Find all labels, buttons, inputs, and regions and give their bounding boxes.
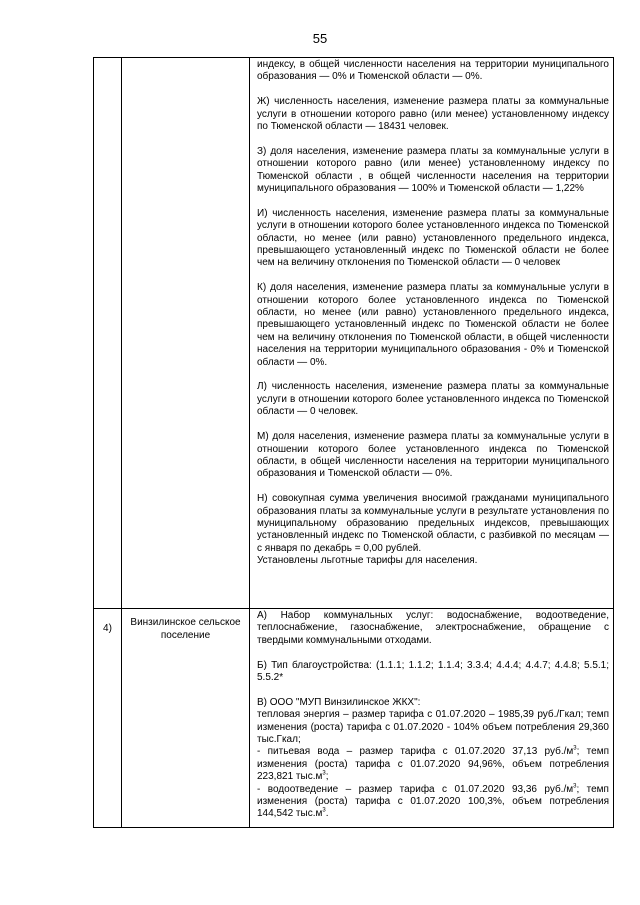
table-row-4	[94, 609, 614, 828]
paragraph-drain	[257, 784, 609, 821]
paragraph-v-title: В) ООО "МУП Винзилинское ЖКХ":	[257, 696, 421, 708]
paragraph-z: З) доля населения, изменение размера платы за коммунальные услуги в отношении которого равно (или менее) установленному индексу по Тюменской области , в общей численности населения на территории муниципального образования — 100% и Тюменской области — 1,22%	[257, 145, 609, 195]
drain-text-c: .	[325, 808, 329, 820]
row-number: 4)	[94, 609, 122, 828]
cube-superscript: 3	[322, 808, 326, 815]
cube-superscript: 3	[573, 746, 577, 753]
content-cell	[250, 58, 614, 609]
paragraph-share-index: индексу, в общей численности населения на территории муниципального образования — 0% и Тюменской области — 0%.	[257, 59, 609, 83]
paragraph-water	[257, 746, 609, 783]
content-cell-4	[250, 609, 614, 828]
document-table	[93, 57, 614, 828]
paragraph-b: Б) Тип благоустройства: (1.1.1; 1.1.2; 1.1.4; 3.3.4; 4.4.4; 4.4.7; 4.4.8; 5.5.1; 5.5.2*	[257, 659, 609, 684]
paragraph-m: М) доля населения, изменение размера платы за коммунальные услуги в отношении которого более установленного индекса по Тюменской области, в общей численности населения на территории муниципального образования и Тюменской области — 0%.	[257, 431, 609, 480]
table-row-continuation	[94, 58, 614, 609]
drain-text-a: - водоотведение – размер тарифа с 01.07.2020 93,36 руб./м	[257, 783, 574, 795]
paragraph-i: И) численность населения, изменение размера платы за коммунальные услуги в отношении которого более установленного индекса по Тюменской области, но менее (или равно) установленного предельного индекса, превышающего установленный индекс по Тюменской области не более чем на величину отклонения по Тюменской области — 0 человек	[257, 207, 609, 269]
water-text-a: - питьевая вода – размер тарифа с 01.07.2020 37,13 руб./м	[257, 746, 574, 758]
number-cell	[94, 58, 122, 609]
paragraph-zh: Ж) численность населения, изменение размера платы за коммунальные услуги в отношении которого равно (или менее) установленному индексу по Тюменской области — 18431 человек.	[257, 96, 609, 133]
paragraph-heat: тепловая энергия – размер тарифа с 01.07.2020 – 1985,39 руб./Гкал; темп изменения (роста) тарифа с 01.07.2020 - 104% объем потребления 29,360 тыс.Гкал;	[257, 709, 609, 746]
settlement-name: Винзилинское сельское поселение	[122, 609, 250, 828]
cube-superscript: 3	[573, 783, 577, 790]
drain-text-b: ; темп изменения (роста) тарифа с 01.07.2020 100,3%, объем потребления 144,542 тыс.м	[257, 783, 609, 820]
paragraph-a: А) Набор коммунальных услуг: водоснабжение, водоотведение, теплоснабжение, газоснабжение, электроснабжение, обращение с твердыми коммунальными отходами.	[257, 610, 609, 646]
water-text-c: ;	[325, 771, 329, 783]
cube-superscript: 3	[322, 770, 326, 777]
paragraph-l: Л) численность населения, изменение размера платы за коммунальные услуги в отношении которого более установленного индекса по Тюменской области — 0 человек.	[257, 381, 609, 418]
paragraph-benefit-tariffs: Установлены льготные тарифы для населения.	[257, 555, 478, 567]
page-number: 55	[312, 31, 328, 46]
paragraph-k: К) доля населения, изменение размера платы за коммунальные услуги в отношении которого более установленного индекса по Тюменской области, но менее (или равно) установленного предельного индекса, превышающего установленный индекс по Тюменской области не более чем на величину отклонения по Тюменской области, в общей численности населения на территории муниципального образования - 0% и Тюменской области — 0%.	[257, 282, 609, 368]
paragraph-n: Н) совокупная сумма увеличения вносимой гражданами муниципального образования платы за коммунальные услуги в результате установления по муниципальному образованию предельных индексов, превышающих установленный индекс по Тюменской области, с разбивкой по месяцам — с января по декабрь = 0,00 рублей.	[257, 493, 609, 554]
water-text-b: ; темп изменения (роста) тарифа с 01.07.2020 94,96%, объем потребления 223,821 тыс.м	[257, 746, 609, 783]
name-cell	[122, 58, 250, 609]
